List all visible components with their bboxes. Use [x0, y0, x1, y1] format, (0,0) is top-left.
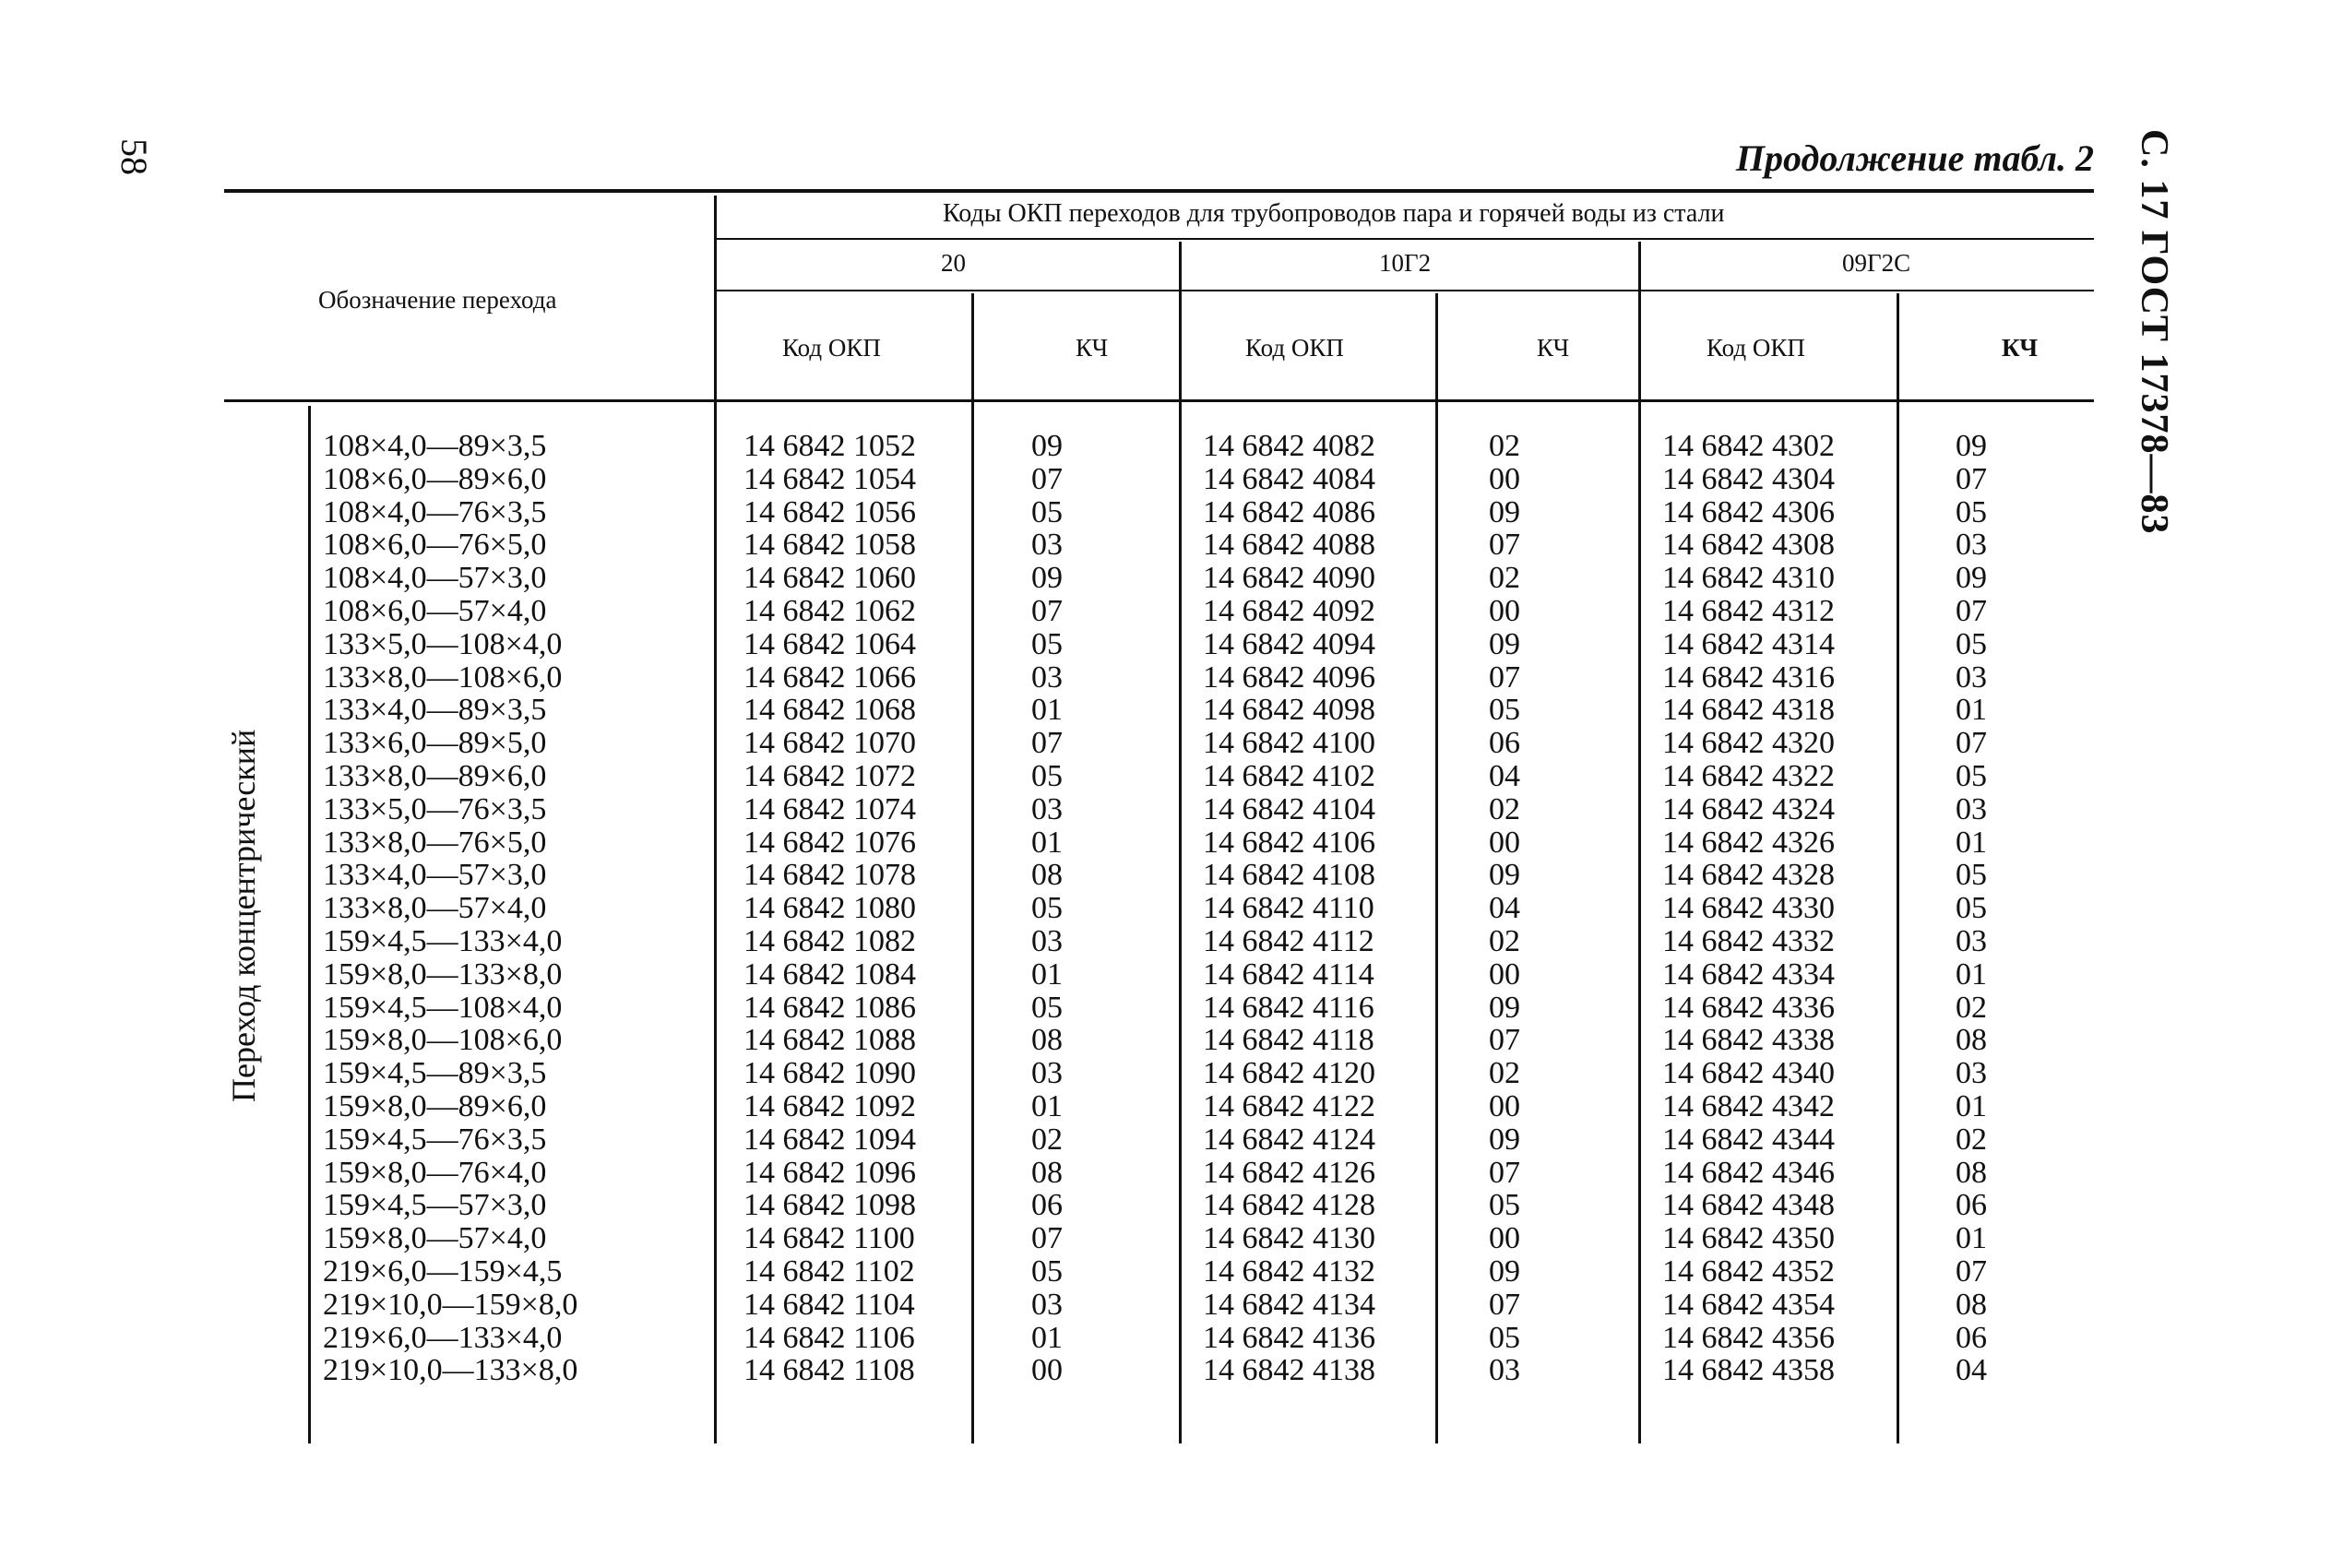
okp-code-20-cell: 14 6842 1074 — [743, 791, 916, 826]
kch-20-cell: 05 — [1031, 626, 1063, 661]
designation-header: Обозначение перехода — [318, 286, 557, 314]
table-row — [0, 1090, 2331, 1123]
table-row — [0, 1255, 2331, 1289]
okp-code-10g2-cell: 14 6842 4090 — [1203, 561, 1375, 596]
okp-code-10g2-cell: 14 6842 4082 — [1203, 429, 1375, 463]
okp-code-20-cell: 14 6842 1082 — [743, 923, 916, 958]
kch-20-cell: 05 — [1031, 758, 1063, 793]
designation-cell: 159×8,0—133×8,0 — [323, 956, 563, 992]
designation-cell: 219×10,0—159×8,0 — [323, 1287, 578, 1322]
table-row — [0, 1024, 2331, 1057]
kch-10g2-cell: 06 — [1489, 726, 1520, 761]
okp-code-09g2s-cell: 14 6842 4322 — [1662, 758, 1835, 793]
okp-code-10g2-cell: 14 6842 4092 — [1203, 593, 1375, 628]
okp-code-20-cell: 14 6842 1092 — [743, 1088, 916, 1123]
okp-code-10g2-cell: 14 6842 4112 — [1203, 923, 1374, 958]
kch-09g2s-cell: 01 — [1956, 956, 1987, 992]
okp-code-20-cell: 14 6842 1090 — [743, 1056, 916, 1091]
okp-code-10g2-cell: 14 6842 4122 — [1203, 1088, 1375, 1123]
kch-10g2-cell: 09 — [1489, 1122, 1520, 1157]
designation-cell: 133×5,0—76×3,5 — [323, 791, 547, 826]
table-top-rule — [224, 189, 2094, 193]
standard-heading: С. 17 ГОСТ 17378—83 — [2133, 129, 2175, 535]
kch-20-cell: 01 — [1031, 1320, 1063, 1355]
kch-20-cell: 09 — [1031, 561, 1063, 596]
table-row — [0, 1057, 2331, 1090]
okp-code-09g2s-cell: 14 6842 4324 — [1662, 791, 1835, 826]
okp-code-10g2-cell: 14 6842 4104 — [1203, 791, 1375, 826]
kch-09g2s-cell: 03 — [1956, 1056, 1987, 1091]
kch-10g2-cell: 02 — [1489, 429, 1520, 463]
table-row — [0, 529, 2331, 562]
okp-code-20-cell: 14 6842 1104 — [743, 1287, 915, 1322]
okp-code-09g2s-cell: 14 6842 4332 — [1662, 923, 1835, 958]
kch-09g2s-cell: 01 — [1956, 1088, 1987, 1123]
okp-code-09g2s-cell: 14 6842 4342 — [1662, 1088, 1835, 1123]
kch-09g2s-cell: 07 — [1956, 726, 1987, 761]
kch-10g2-cell: 00 — [1489, 825, 1520, 860]
designation-cell: 133×8,0—89×6,0 — [323, 758, 547, 793]
table-row — [0, 727, 2331, 760]
table-row — [0, 925, 2331, 958]
kch-header-1: КЧ — [1076, 334, 1109, 362]
kch-20-cell: 03 — [1031, 1056, 1063, 1091]
kch-09g2s-cell: 07 — [1956, 593, 1987, 628]
kch-20-cell: 01 — [1031, 693, 1063, 728]
kch-10g2-cell: 05 — [1489, 693, 1520, 728]
kch-09g2s-cell: 06 — [1956, 1188, 1987, 1223]
kch-10g2-cell: 00 — [1489, 956, 1520, 992]
kch-10g2-cell: 00 — [1489, 1221, 1520, 1256]
okp-code-20-cell: 14 6842 1102 — [743, 1253, 915, 1289]
okp-code-10g2-cell: 14 6842 4126 — [1203, 1155, 1375, 1190]
okp-code-09g2s-cell: 14 6842 4308 — [1662, 528, 1835, 563]
okp-code-10g2-cell: 14 6842 4116 — [1203, 990, 1374, 1025]
okp-code-20-cell: 14 6842 1108 — [743, 1353, 915, 1388]
kch-20-cell: 01 — [1031, 825, 1063, 860]
kch-09g2s-cell: 05 — [1956, 891, 1987, 926]
kch-09g2s-cell: 05 — [1956, 626, 1987, 661]
kch-09g2s-cell: 08 — [1956, 1155, 1987, 1190]
kch-20-cell: 08 — [1031, 1155, 1063, 1190]
kch-10g2-cell: 00 — [1489, 1088, 1520, 1123]
table-row — [0, 1322, 2331, 1355]
kch-20-cell: 05 — [1031, 1253, 1063, 1289]
kch-09g2s-cell: 05 — [1956, 758, 1987, 793]
kch-10g2-cell: 09 — [1489, 1253, 1520, 1289]
okp-code-09g2s-cell: 14 6842 4356 — [1662, 1320, 1835, 1355]
steel-09g2s-header: 09Г2С — [1842, 249, 1911, 277]
kch-20-cell: 01 — [1031, 956, 1063, 992]
kch-09g2s-cell: 05 — [1956, 494, 1987, 529]
kch-09g2s-cell: 08 — [1956, 1023, 1987, 1058]
kch-20-cell: 00 — [1031, 1353, 1063, 1388]
table-row — [0, 694, 2331, 727]
kch-10g2-cell: 09 — [1489, 494, 1520, 529]
okp-code-10g2-cell: 14 6842 4102 — [1203, 758, 1375, 793]
kch-20-cell: 07 — [1031, 461, 1063, 496]
kch-20-cell: 03 — [1031, 659, 1063, 695]
okp-code-10g2-cell: 14 6842 4110 — [1203, 891, 1374, 926]
kch-20-cell: 03 — [1031, 1287, 1063, 1322]
designation-cell: 159×4,5—89×3,5 — [323, 1056, 547, 1091]
okp-code-10g2-cell: 14 6842 4114 — [1203, 956, 1374, 992]
okp-code-20-cell: 14 6842 1066 — [743, 659, 916, 695]
steel-20-header: 20 — [941, 249, 966, 277]
designation-cell: 108×4,0—89×3,5 — [323, 429, 547, 463]
designation-cell: 133×8,0—57×4,0 — [323, 891, 547, 926]
table-body — [0, 430, 2331, 1387]
okp-code-09g2s-cell: 14 6842 4340 — [1662, 1056, 1835, 1091]
kch-20-cell: 05 — [1031, 891, 1063, 926]
table-row — [0, 562, 2331, 595]
okp-code-20-cell: 14 6842 1078 — [743, 858, 916, 893]
okp-code-10g2-cell: 14 6842 4096 — [1203, 659, 1375, 695]
kch-10g2-cell: 07 — [1489, 659, 1520, 695]
okp-code-10g2-cell: 14 6842 4132 — [1203, 1253, 1375, 1289]
okp-code-20-cell: 14 6842 1076 — [743, 825, 916, 860]
kch-10g2-cell: 09 — [1489, 990, 1520, 1025]
kch-09g2s-cell: 04 — [1956, 1353, 1987, 1388]
okp-code-10g2-cell: 14 6842 4108 — [1203, 858, 1375, 893]
kch-10g2-cell: 07 — [1489, 528, 1520, 563]
kch-20-cell: 07 — [1031, 1221, 1063, 1256]
kch-10g2-cell: 05 — [1489, 1188, 1520, 1223]
okp-code-20-cell: 14 6842 1106 — [743, 1320, 915, 1355]
okp-code-10g2-cell: 14 6842 4128 — [1203, 1188, 1375, 1223]
okp-code-20-cell: 14 6842 1072 — [743, 758, 916, 793]
kch-09g2s-cell: 05 — [1956, 858, 1987, 893]
designation-cell: 108×6,0—57×4,0 — [323, 593, 547, 628]
designation-cell: 108×6,0—89×6,0 — [323, 461, 547, 496]
table-row — [0, 496, 2331, 529]
table-row — [0, 1189, 2331, 1222]
designation-cell: 133×5,0—108×4,0 — [323, 626, 563, 661]
kch-20-cell: 03 — [1031, 923, 1063, 958]
okp-code-09g2s-cell: 14 6842 4352 — [1662, 1253, 1835, 1289]
okp-code-20-cell: 14 6842 1070 — [743, 726, 916, 761]
kch-09g2s-cell: 07 — [1956, 1253, 1987, 1289]
okp-code-10g2-cell: 14 6842 4106 — [1203, 825, 1375, 860]
group-label-concentric: Переход концентрический — [225, 729, 262, 1102]
steel-10g2-header: 10Г2 — [1379, 249, 1432, 277]
table-row — [0, 1123, 2331, 1157]
kch-09g2s-cell: 01 — [1956, 1221, 1987, 1256]
table-row — [0, 760, 2331, 793]
designation-cell: 133×4,0—57×3,0 — [323, 858, 547, 893]
okp-code-20-cell: 14 6842 1052 — [743, 429, 916, 463]
okp-code-20-cell: 14 6842 1088 — [743, 1023, 916, 1058]
designation-cell: 159×4,5—133×4,0 — [323, 923, 563, 958]
okp-code-09g2s-cell: 14 6842 4326 — [1662, 825, 1835, 860]
okp-code-10g2-cell: 14 6842 4124 — [1203, 1122, 1375, 1157]
kch-09g2s-cell: 02 — [1956, 1122, 1987, 1157]
okp-code-10g2-cell: 14 6842 4136 — [1203, 1320, 1375, 1355]
kch-09g2s-cell: 06 — [1956, 1320, 1987, 1355]
okp-code-10g2-cell: 14 6842 4098 — [1203, 693, 1375, 728]
page-number: 58 — [113, 138, 155, 175]
kch-09g2s-cell: 08 — [1956, 1287, 1987, 1322]
designation-cell: 159×8,0—89×6,0 — [323, 1088, 547, 1123]
kch-09g2s-cell: 09 — [1956, 429, 1987, 463]
okp-code-20-cell: 14 6842 1084 — [743, 956, 916, 992]
table-continuation-title: Продолжение табл. 2 — [1735, 137, 2094, 179]
table-row — [0, 892, 2331, 925]
code-header-3: Код ОКП — [1707, 334, 1805, 362]
designation-cell: 159×4,5—76×3,5 — [323, 1122, 547, 1157]
kch-20-cell: 06 — [1031, 1188, 1063, 1223]
designation-cell: 108×4,0—57×3,0 — [323, 561, 547, 596]
okp-code-20-cell: 14 6842 1100 — [743, 1221, 915, 1256]
table-row — [0, 1157, 2331, 1190]
designation-cell: 159×8,0—76×4,0 — [323, 1155, 547, 1190]
kch-09g2s-cell: 03 — [1956, 659, 1987, 695]
okp-code-20-cell: 14 6842 1060 — [743, 561, 916, 596]
code-header-2: Код ОКП — [1245, 334, 1344, 362]
okp-code-09g2s-cell: 14 6842 4312 — [1662, 593, 1835, 628]
kch-10g2-cell: 07 — [1489, 1155, 1520, 1190]
okp-code-09g2s-cell: 14 6842 4302 — [1662, 429, 1835, 463]
okp-code-09g2s-cell: 14 6842 4346 — [1662, 1155, 1835, 1190]
table-row — [0, 661, 2331, 695]
okp-code-09g2s-cell: 14 6842 4316 — [1662, 659, 1835, 695]
okp-code-09g2s-cell: 14 6842 4304 — [1662, 461, 1835, 496]
okp-code-20-cell: 14 6842 1056 — [743, 494, 916, 529]
okp-code-20-cell: 14 6842 1058 — [743, 528, 916, 563]
okp-code-09g2s-cell: 14 6842 4338 — [1662, 1023, 1835, 1058]
okp-code-09g2s-cell: 14 6842 4350 — [1662, 1221, 1835, 1256]
kch-header-3: КЧ — [2002, 334, 2039, 362]
table-row — [0, 628, 2331, 661]
kch-10g2-cell: 05 — [1489, 1320, 1520, 1355]
okp-code-10g2-cell: 14 6842 4084 — [1203, 461, 1375, 496]
kch-10g2-cell: 07 — [1489, 1287, 1520, 1322]
okp-code-20-cell: 14 6842 1098 — [743, 1188, 916, 1223]
okp-code-09g2s-cell: 14 6842 4328 — [1662, 858, 1835, 893]
designation-cell: 159×4,5—108×4,0 — [323, 990, 563, 1025]
okp-code-09g2s-cell: 14 6842 4354 — [1662, 1287, 1835, 1322]
codes-title-header: Коды ОКП переходов для трубопроводов пара и горячей воды из стали — [943, 199, 1725, 228]
designation-cell: 219×6,0—159×4,5 — [323, 1253, 563, 1289]
kch-10g2-cell: 04 — [1489, 758, 1520, 793]
table-row — [0, 430, 2331, 463]
kch-20-cell: 05 — [1031, 990, 1063, 1025]
kch-20-cell: 07 — [1031, 726, 1063, 761]
okp-code-20-cell: 14 6842 1094 — [743, 1122, 916, 1157]
okp-code-10g2-cell: 14 6842 4088 — [1203, 528, 1375, 563]
designation-cell: 159×4,5—57×3,0 — [323, 1188, 547, 1223]
designation-cell: 219×10,0—133×8,0 — [323, 1353, 578, 1388]
okp-code-10g2-cell: 14 6842 4118 — [1203, 1023, 1374, 1058]
designation-cell: 133×8,0—108×6,0 — [323, 659, 563, 695]
kch-09g2s-cell: 01 — [1956, 693, 1987, 728]
header-subrule-1 — [716, 238, 2094, 240]
okp-code-09g2s-cell: 14 6842 4344 — [1662, 1122, 1835, 1157]
okp-code-09g2s-cell: 14 6842 4334 — [1662, 956, 1835, 992]
designation-cell: 133×6,0—89×5,0 — [323, 726, 547, 761]
table-row — [0, 793, 2331, 826]
kch-10g2-cell: 02 — [1489, 791, 1520, 826]
kch-20-cell: 08 — [1031, 858, 1063, 893]
okp-code-10g2-cell: 14 6842 4138 — [1203, 1353, 1375, 1388]
okp-code-09g2s-cell: 14 6842 4336 — [1662, 990, 1835, 1025]
designation-cell: 133×4,0—89×3,5 — [323, 693, 547, 728]
kch-20-cell: 01 — [1031, 1088, 1063, 1123]
table-row — [0, 1289, 2331, 1322]
table-row — [0, 859, 2331, 892]
okp-code-20-cell: 14 6842 1054 — [743, 461, 916, 496]
okp-code-09g2s-cell: 14 6842 4306 — [1662, 494, 1835, 529]
okp-code-09g2s-cell: 14 6842 4320 — [1662, 726, 1835, 761]
kch-09g2s-cell: 01 — [1956, 825, 1987, 860]
kch-10g2-cell: 02 — [1489, 1056, 1520, 1091]
okp-code-10g2-cell: 14 6842 4134 — [1203, 1287, 1375, 1322]
okp-code-10g2-cell: 14 6842 4130 — [1203, 1221, 1375, 1256]
okp-code-09g2s-cell: 14 6842 4330 — [1662, 891, 1835, 926]
kch-09g2s-cell: 03 — [1956, 923, 1987, 958]
kch-10g2-cell: 03 — [1489, 1353, 1520, 1388]
table-row — [0, 595, 2331, 628]
okp-code-10g2-cell: 14 6842 4094 — [1203, 626, 1375, 661]
okp-code-20-cell: 14 6842 1080 — [743, 891, 916, 926]
kch-20-cell: 03 — [1031, 791, 1063, 826]
kch-09g2s-cell: 02 — [1956, 990, 1987, 1025]
table-row — [0, 1222, 2331, 1255]
kch-10g2-cell: 09 — [1489, 858, 1520, 893]
designation-cell: 108×4,0—76×3,5 — [323, 494, 547, 529]
header-bottom-rule — [224, 399, 2094, 402]
designation-cell: 159×8,0—108×6,0 — [323, 1023, 563, 1058]
kch-10g2-cell: 02 — [1489, 923, 1520, 958]
kch-header-2: КЧ — [1537, 334, 1570, 362]
okp-code-10g2-cell: 14 6842 4086 — [1203, 494, 1375, 529]
okp-code-20-cell: 14 6842 1096 — [743, 1155, 916, 1190]
kch-10g2-cell: 09 — [1489, 626, 1520, 661]
kch-20-cell: 02 — [1031, 1122, 1063, 1157]
okp-code-20-cell: 14 6842 1064 — [743, 626, 916, 661]
okp-code-09g2s-cell: 14 6842 4318 — [1662, 693, 1835, 728]
kch-10g2-cell: 02 — [1489, 561, 1520, 596]
kch-09g2s-cell: 03 — [1956, 791, 1987, 826]
table-row — [0, 463, 2331, 496]
table-row — [0, 1354, 2331, 1387]
okp-code-10g2-cell: 14 6842 4120 — [1203, 1056, 1375, 1091]
kch-20-cell: 09 — [1031, 429, 1063, 463]
kch-09g2s-cell: 07 — [1956, 461, 1987, 496]
okp-code-20-cell: 14 6842 1062 — [743, 593, 916, 628]
kch-10g2-cell: 07 — [1489, 1023, 1520, 1058]
kch-09g2s-cell: 09 — [1956, 561, 1987, 596]
table-row — [0, 958, 2331, 992]
designation-cell: 219×6,0—133×4,0 — [323, 1320, 563, 1355]
kch-10g2-cell: 00 — [1489, 461, 1520, 496]
header-subrule-2 — [716, 290, 2094, 291]
okp-code-20-cell: 14 6842 1086 — [743, 990, 916, 1025]
code-header-1: Код ОКП — [782, 334, 881, 362]
designation-cell: 133×8,0—76×5,0 — [323, 825, 547, 860]
designation-cell: 159×8,0—57×4,0 — [323, 1221, 547, 1256]
designation-cell: 108×6,0—76×5,0 — [323, 528, 547, 563]
table-row — [0, 826, 2331, 860]
table-row — [0, 992, 2331, 1025]
okp-code-09g2s-cell: 14 6842 4314 — [1662, 626, 1835, 661]
kch-10g2-cell: 00 — [1489, 593, 1520, 628]
kch-20-cell: 05 — [1031, 494, 1063, 529]
kch-20-cell: 03 — [1031, 528, 1063, 563]
kch-20-cell: 07 — [1031, 593, 1063, 628]
kch-10g2-cell: 04 — [1489, 891, 1520, 926]
kch-09g2s-cell: 03 — [1956, 528, 1987, 563]
okp-code-09g2s-cell: 14 6842 4310 — [1662, 561, 1835, 596]
okp-code-09g2s-cell: 14 6842 4358 — [1662, 1353, 1835, 1388]
okp-code-20-cell: 14 6842 1068 — [743, 693, 916, 728]
kch-20-cell: 08 — [1031, 1023, 1063, 1058]
okp-code-09g2s-cell: 14 6842 4348 — [1662, 1188, 1835, 1223]
okp-code-10g2-cell: 14 6842 4100 — [1203, 726, 1375, 761]
